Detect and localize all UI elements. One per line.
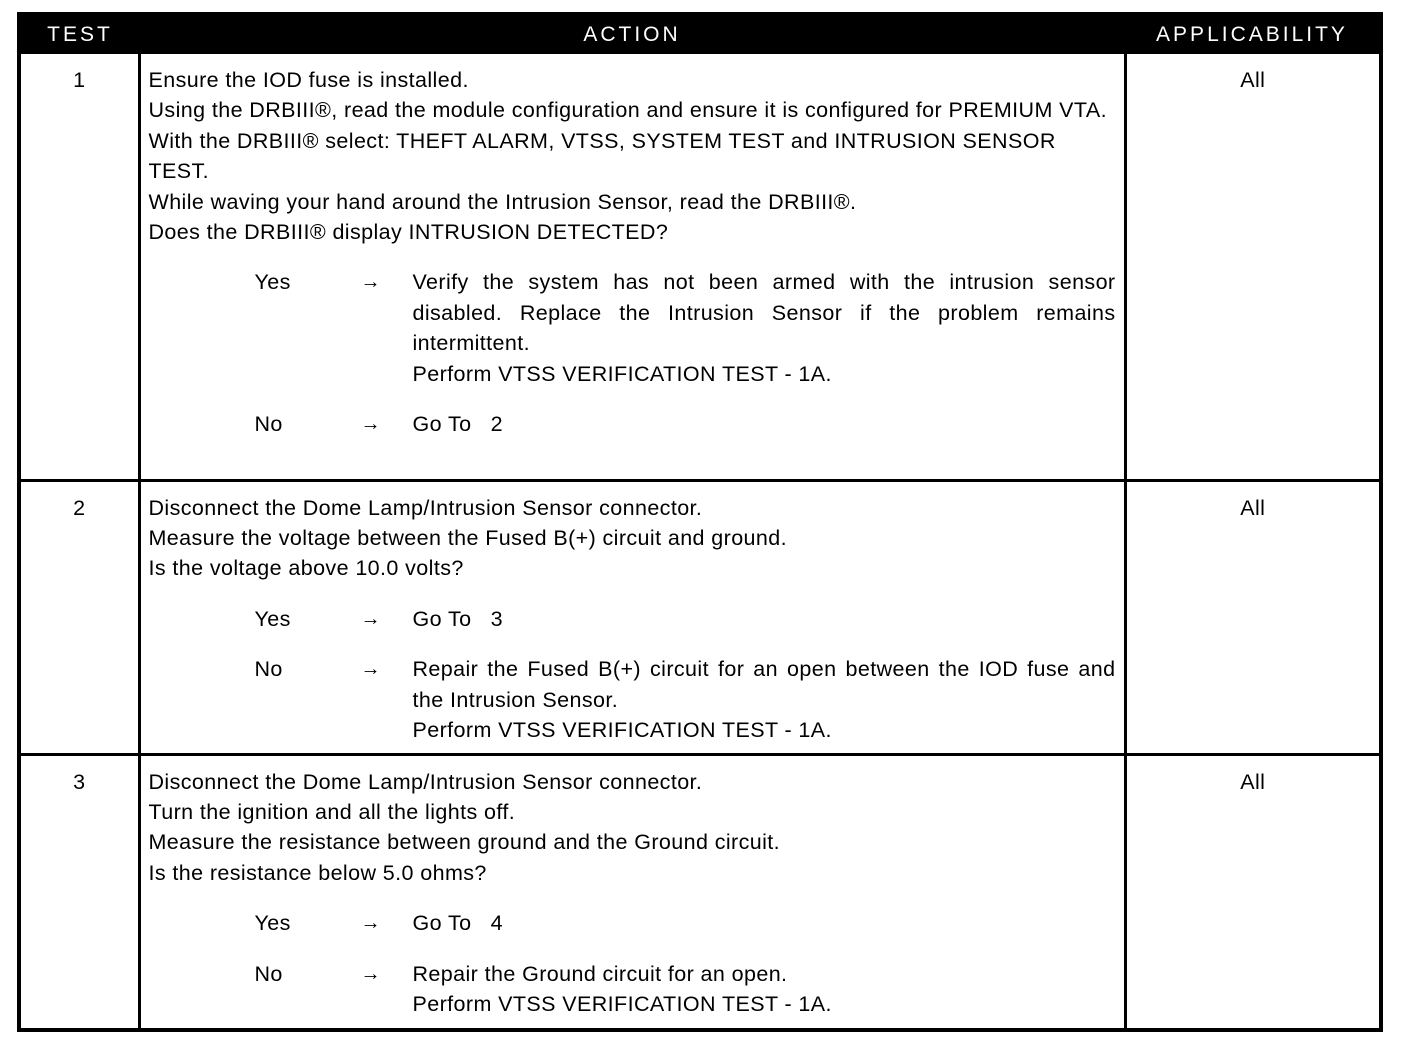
action-step: Using the DRBIII®, read the module configuration and ensure it is configured for PREMIUM VTA. <box>148 98 1107 123</box>
header-applicability: APPLICABILITY <box>1125 16 1379 54</box>
applicability-value: All <box>1240 68 1266 92</box>
no-result-text: Perform VTSS VERIFICATION TEST - 1A. <box>412 717 832 742</box>
right-arrow-icon: → <box>360 271 381 294</box>
yes-answer <box>149 267 1116 389</box>
right-arrow-icon: → <box>360 607 381 630</box>
no-result-text: Repair the Ground circuit for an open. <box>412 961 788 986</box>
header-action: ACTION <box>139 16 1125 54</box>
yes-result-text: Go To 3 <box>412 606 503 631</box>
no-result <box>413 654 1116 745</box>
no-answer <box>149 959 1116 1020</box>
no-label: No <box>254 657 283 682</box>
table-row <box>21 754 1379 1032</box>
action-cell <box>139 54 1125 480</box>
yes-answer <box>149 604 1116 634</box>
no-label: No <box>254 961 283 986</box>
test-number: 2 <box>21 480 139 754</box>
test-number: 1 <box>21 54 139 480</box>
no-result-text: Perform VTSS VERIFICATION TEST - 1A. <box>412 991 832 1016</box>
no-answer <box>149 409 1116 439</box>
table-row <box>21 480 1379 754</box>
action-step: With the DRBIII® select: THEFT ALARM, VTSS, SYSTEM TEST and INTRUSION SENSOR TEST. <box>148 128 1056 184</box>
no-result <box>413 409 1116 439</box>
diagnostic-test-table <box>17 12 1383 1032</box>
right-arrow-icon: → <box>360 962 381 985</box>
no-label: No <box>254 412 283 437</box>
action-cell <box>139 480 1125 754</box>
yes-label: Yes <box>254 911 291 936</box>
action-step: Does the DRBIII® display INTRUSION DETECTED? <box>148 220 669 245</box>
action-step: Measure the resistance between ground and the Ground circuit. <box>148 830 781 855</box>
test-number: 3 <box>21 754 139 1032</box>
applicability-value: All <box>1125 754 1379 1032</box>
no-result-text: Go To 2 <box>412 412 503 437</box>
test-table <box>21 16 1379 1032</box>
right-arrow-icon: → <box>360 658 381 681</box>
yes-result <box>413 908 1116 938</box>
action-step: While waving your hand around the Intrusion Sensor, read the DRBIII®. <box>148 189 857 214</box>
no-answer <box>149 654 1116 745</box>
action-step: Measure the voltage between the Fused B(+) circuit and ground. <box>148 525 788 550</box>
applicability-value: All <box>1125 480 1379 754</box>
header-test: TEST <box>21 16 139 54</box>
yes-result <box>413 267 1116 389</box>
yes-answer <box>149 908 1116 938</box>
no-result-text: Repair the Fused B(+) circuit for an open between the IOD fuse and the Intrusion Sensor. <box>412 657 1116 712</box>
yes-label: Yes <box>254 270 291 295</box>
action-step: Is the voltage above 10.0 volts? <box>148 556 464 581</box>
yes-result-text: Verify the system has not been armed with the intrusion sensor disabled. Replace the Intrusion Sensor if the problem remains intermittent. <box>412 270 1116 356</box>
action-step: Disconnect the Dome Lamp/Intrusion Sensor connector. <box>148 769 703 794</box>
table-header <box>21 16 1379 54</box>
yes-label: Yes <box>254 606 291 631</box>
table-row <box>21 54 1379 480</box>
no-result <box>413 959 1116 1020</box>
action-step: Turn the ignition and all the lights off. <box>148 799 516 824</box>
right-arrow-icon: → <box>360 413 381 436</box>
yes-result-text: Go To 4 <box>412 911 503 936</box>
action-step: Is the resistance below 5.0 ohms? <box>148 860 487 885</box>
action-step: Disconnect the Dome Lamp/Intrusion Sensor connector. <box>148 495 703 520</box>
action-step: Ensure the IOD fuse is installed. <box>148 68 469 92</box>
yes-result <box>413 604 1116 634</box>
yes-result-text: Perform VTSS VERIFICATION TEST - 1A. <box>412 361 832 386</box>
right-arrow-icon: → <box>360 912 381 935</box>
action-cell <box>139 754 1125 1032</box>
